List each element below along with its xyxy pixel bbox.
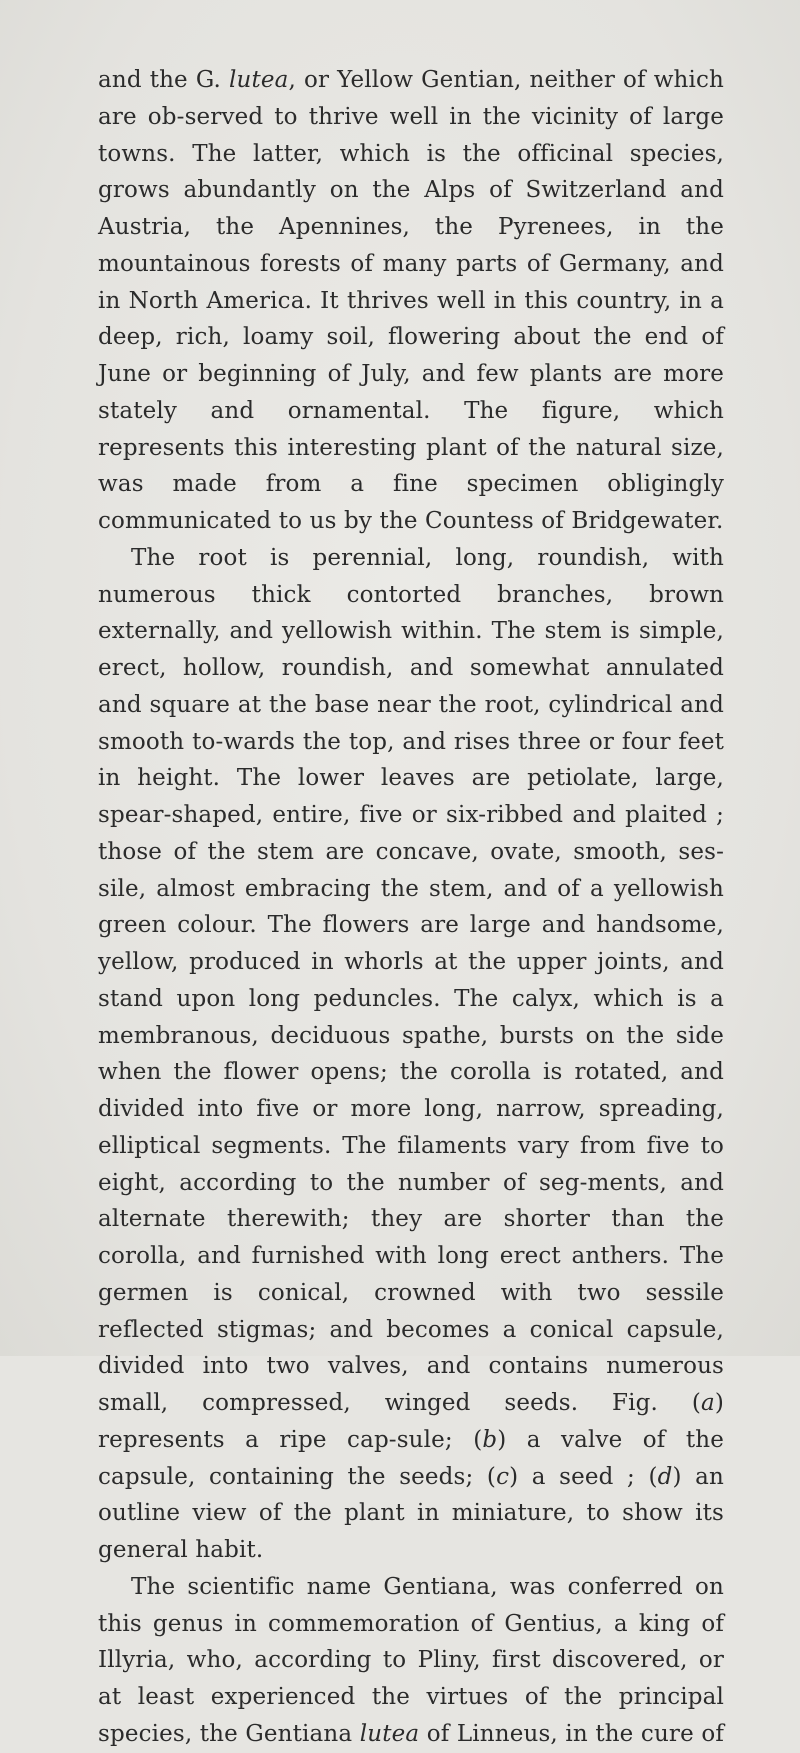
paragraph-1 [98, 62, 724, 540]
paragraph-3 [98, 1569, 724, 1753]
page-body-text [98, 62, 724, 1753]
text-run: , or Yellow Gentian, neither of which are ob-served to thrive well in the vicinity of large towns. The latter, which is the officinal species, grows abundantly on the Alps of Switzerland and Austria, the Apennines, the Pyrenees, in the mountainous forests of many parts of Germany, and in North America. It thrives well in this country, in a deep, rich, loamy soil, flowering about the end of June or beginning of July, and few plants are more stately and ornamental. The figure, which represents this interesting plant of the natural size, was made from a fine specimen obligingly communicated to us by the Countess of Bridgewater. [98, 67, 724, 534]
text-run: ) a seed ; ( [509, 1463, 658, 1490]
text-run: The root is perennial, long, roundish, with numerous thick contorted branches, brown externally, and yellowish within. The stem is simple, erect, hollow, roundish, and somewhat annulated and square at the base near the root, cylindrical and smooth to-wards the top, and rises three or four feet in height. The lower leaves are petiolate, large, spear-shaped, entire, five or six-ribbed and plaited ; those of the stem are concave, ovate, smooth, ses-sile, almost embracing the stem, and of a yellowish green colour. The flowers are large and handsome, yellow, produced in whorls at the upper joints, and stand upon long peduncles. The calyx, which is a membranous, deciduous spathe, bursts on the side when the flower opens; the corolla is rotated, and divided into five or more long, narrow, spreading, elliptical segments. The filaments vary from five to eight, according to the number of seg-ments, and alternate therewith; they are shorter than the corolla, and furnished with long erect anthers. The germen is conical, crowned with two sessile reflected stigmas; and becomes a conical capsule, divided into two valves, and contains numerous small, compressed, winged seeds. Fig. ( [98, 544, 724, 1416]
text-run: ) represents a ripe cap-sule; ( [98, 1390, 724, 1453]
italic-run: b [482, 1426, 498, 1453]
paragraph-2 [98, 540, 724, 1569]
italic-run: lutea [359, 1720, 420, 1747]
italic-run: lutea [229, 67, 289, 93]
italic-run: c [496, 1463, 510, 1490]
text-run: and the G. [98, 67, 230, 93]
text-run: of Linneus, in the cure of [419, 1720, 724, 1747]
italic-run: d [657, 1463, 673, 1490]
italic-run: a [701, 1390, 715, 1416]
text-run: ) an outline view of the plant in miniature, to show its general habit. [98, 1463, 724, 1563]
text-run: ) a valve of the capsule, containing the seeds; ( [98, 1426, 724, 1490]
text-run: The scientific name Gentiana, was conferred on this genus in commemoration of Gentius, a king of Illyria, who, according to Pliny, first discovered, or at least experienced the virtues of the principal species, the Gentiana [98, 1573, 724, 1747]
